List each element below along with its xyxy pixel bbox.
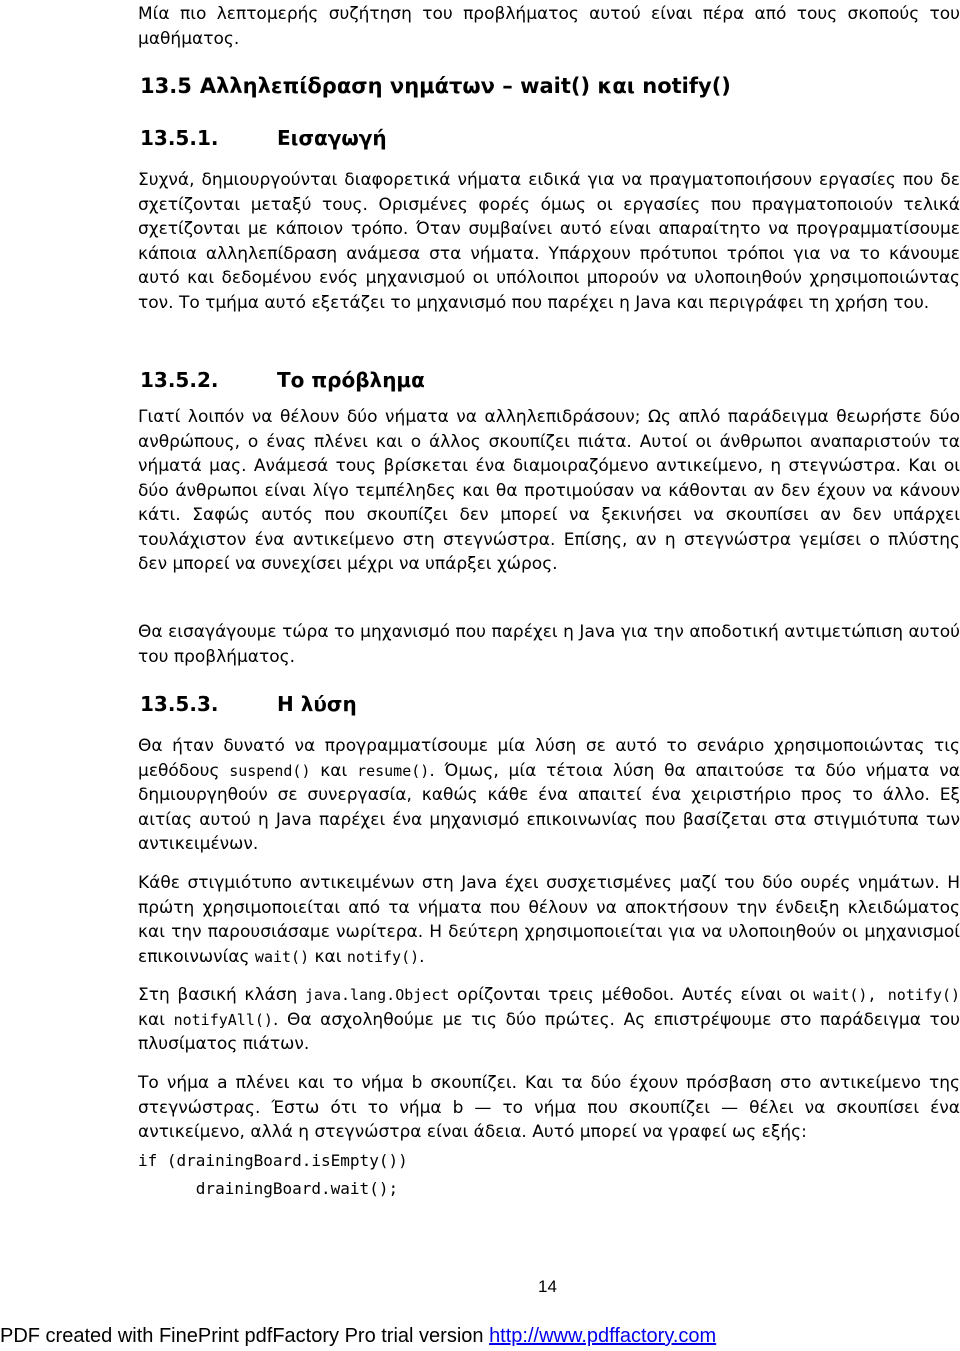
section-number: 13.5 (140, 74, 192, 98)
paragraph (138, 871, 960, 969)
inline-code: suspend() (229, 761, 311, 780)
text-run: και (309, 946, 347, 967)
section-heading (140, 73, 731, 99)
subsection-number: 13.5.3. (140, 692, 219, 716)
subsection-heading-3 (140, 691, 357, 717)
footer-text: PDF created with FinePrint pdfFactory Pro trial version (0, 1325, 490, 1347)
text-run: ορίζονται τρεις μέθοδοι. Αυτές είναι οι (449, 985, 814, 1005)
subsection-title: Η λύση (277, 692, 357, 716)
footer-link[interactable]: http://www.pdffactory.com (489, 1325, 717, 1347)
pdf-footer (0, 1325, 716, 1348)
code-line: if (drainingBoard.isEmpty()) (138, 1151, 408, 1170)
paragraph: Θα εισαγάγουμε τώρα το μηχανισμό που παρέχει η Java για την αποδοτική αντιμετώπιση αυτού του προβλήματος. (138, 622, 960, 667)
subsection-number: 13.5.2. (140, 368, 219, 392)
paragraph: Το νήμα a πλένει και το νήμα b σκουπίζει. Και τα δύο έχουν πρόσβαση στο αντικείμενο της στεγνώστρας. Έστω ότι το νήμα b — το νήμα που σκουπίζει — θέλει να σκουπίσει ένα αντικείμενο, αλλά η στεγνώστρα είναι άδεια. Αυτό μπορεί να γραφεί ως εξής: (138, 1073, 960, 1142)
paragraph: Συχνά, δημιουργούνται διαφορετικά νήματα ειδικά για να πραγματοποιήσουν εργασίες που δε σχετίζονται μεταξύ τους. Ορισμένες φορές όμως οι εργασίες που πραγματοποιούν τελικά σχετίζονται με κάποιον τρόπο. Όταν συμβαίνει αυτό είναι απαραίτητο να προγραμματίσουμε κάποια αλληλεπίδραση ανάμεσα στα νήματα. Υπάρχουν πρότυποι τρόποι για να το κάνουμε αυτό και δεδομένου ενός μηχανισμού οι υπόλοιποι μπορούν να υλοποιηθούν χρησιμοποιώντας τον. Το τμήμα αυτό εξετάζει το μηχανισμό που παρέχει η Java και περιγράφει τη χρήση του. (138, 170, 960, 313)
inline-code: wait() (254, 947, 310, 966)
subsection-number: 13.5.1. (140, 126, 219, 150)
inline-code: java.lang.Object (304, 986, 450, 1004)
text-run: . (419, 946, 425, 967)
section-title: Αλληλεπίδραση νημάτων – wait() και notify() (199, 74, 731, 98)
subsection-heading-1 (140, 125, 387, 151)
text-run: . Όμως, μία τέτοια λύση θα απαιτούσε τα δύο νήματα να δημιουργηθούν σε συνεργασία, καθώς κάθε ένα απαιτεί ένα χειριστήριο προς το άλλο. Εξ αιτίας αυτού η Java παρέχει ένα μηχανισμό επικοινωνίας που βασίζεται στα στιγμιότυπα των αντικειμένων. (138, 760, 960, 854)
intro-paragraph: Μία πιο λεπτομερής συζήτηση του προβλήματος αυτού είναι πέρα από τους σκοπούς του μαθήματος. (138, 4, 960, 49)
text-run: Θα ήταν δυνατό να προγραμματίσουμε μία λύση σε αυτό το σενάριο χρησιμοποιώντας τις μεθόδους (138, 736, 960, 781)
inline-code: wait(), notify() (813, 986, 960, 1004)
inline-code: notify() (346, 947, 420, 966)
subsection-title: Το πρόβλημα (277, 368, 425, 392)
subsection-heading-2 (140, 367, 425, 393)
inline-code: resume() (357, 761, 430, 780)
inline-code: notifyAll() (173, 1010, 273, 1029)
paragraph (138, 983, 960, 1057)
text-run: Στη βασική κλάση (138, 985, 305, 1005)
text-run: . Θα ασχοληθούμε με τις δύο πρώτες. Ας επιστρέψουμε στο παράδειγμα του πλυσίματος πιάτων. (138, 1009, 960, 1054)
page-number: 14 (538, 1277, 557, 1296)
paragraph: Γιατί λοιπόν να θέλουν δύο νήματα να αλληλεπιδράσουν; Ως απλό παράδειγμα θεωρήστε δύο ανθρώπους, ο ένας πλένει και ο άλλος σκουπίζει πιάτα. Αυτοί οι άνθρωποι αναπαριστούν τα νήματά μας. Ανάμεσά τους βρίσκεται ένα διαμοιραζόμενο αντικείμενο, η στεγνώστρα. Και οι δύο άνθρωποι είναι λίγο τεμπέληδες και θα προτιμούσαν να κάθονται αν δεν έχουν να κάνουν κάτι. Σαφώς αυτός που σκουπίζει δεν μπορεί να ξεκινήσει να σκουπίσει αν δεν υπάρχει τουλάχιστον ένα αντικείμενο στη στεγνώστρα. Επίσης, αν η στεγνώστρα γεμίσει ο πλύστης δεν μπορεί να συνεχίσει μέχρι να υπάρξει χώρος. (138, 407, 960, 574)
text-run: Κάθε στιγμιότυπο αντικειμένων στη Java έχει συσχετισμένες μαζί του δύο ουρές νημάτων. Η πρώτη χρησιμοποιείται από τα νήματα που θέλουν να αποκτήσουν την ένδειξη κλειδώματος και την παρουσιάσαμε νωρίτερα. Η δεύτερη χρησιμοποιείται για να υλοποιηθούν οι μηχανισμοί επικοινωνίας (138, 873, 960, 967)
code-block (138, 1147, 408, 1203)
text-run: και (138, 1009, 174, 1030)
subsection-title: Εισαγωγή (277, 126, 387, 150)
text-run: και (310, 760, 358, 781)
code-line: drainingBoard.wait(); (138, 1179, 399, 1198)
paragraph (138, 734, 960, 857)
